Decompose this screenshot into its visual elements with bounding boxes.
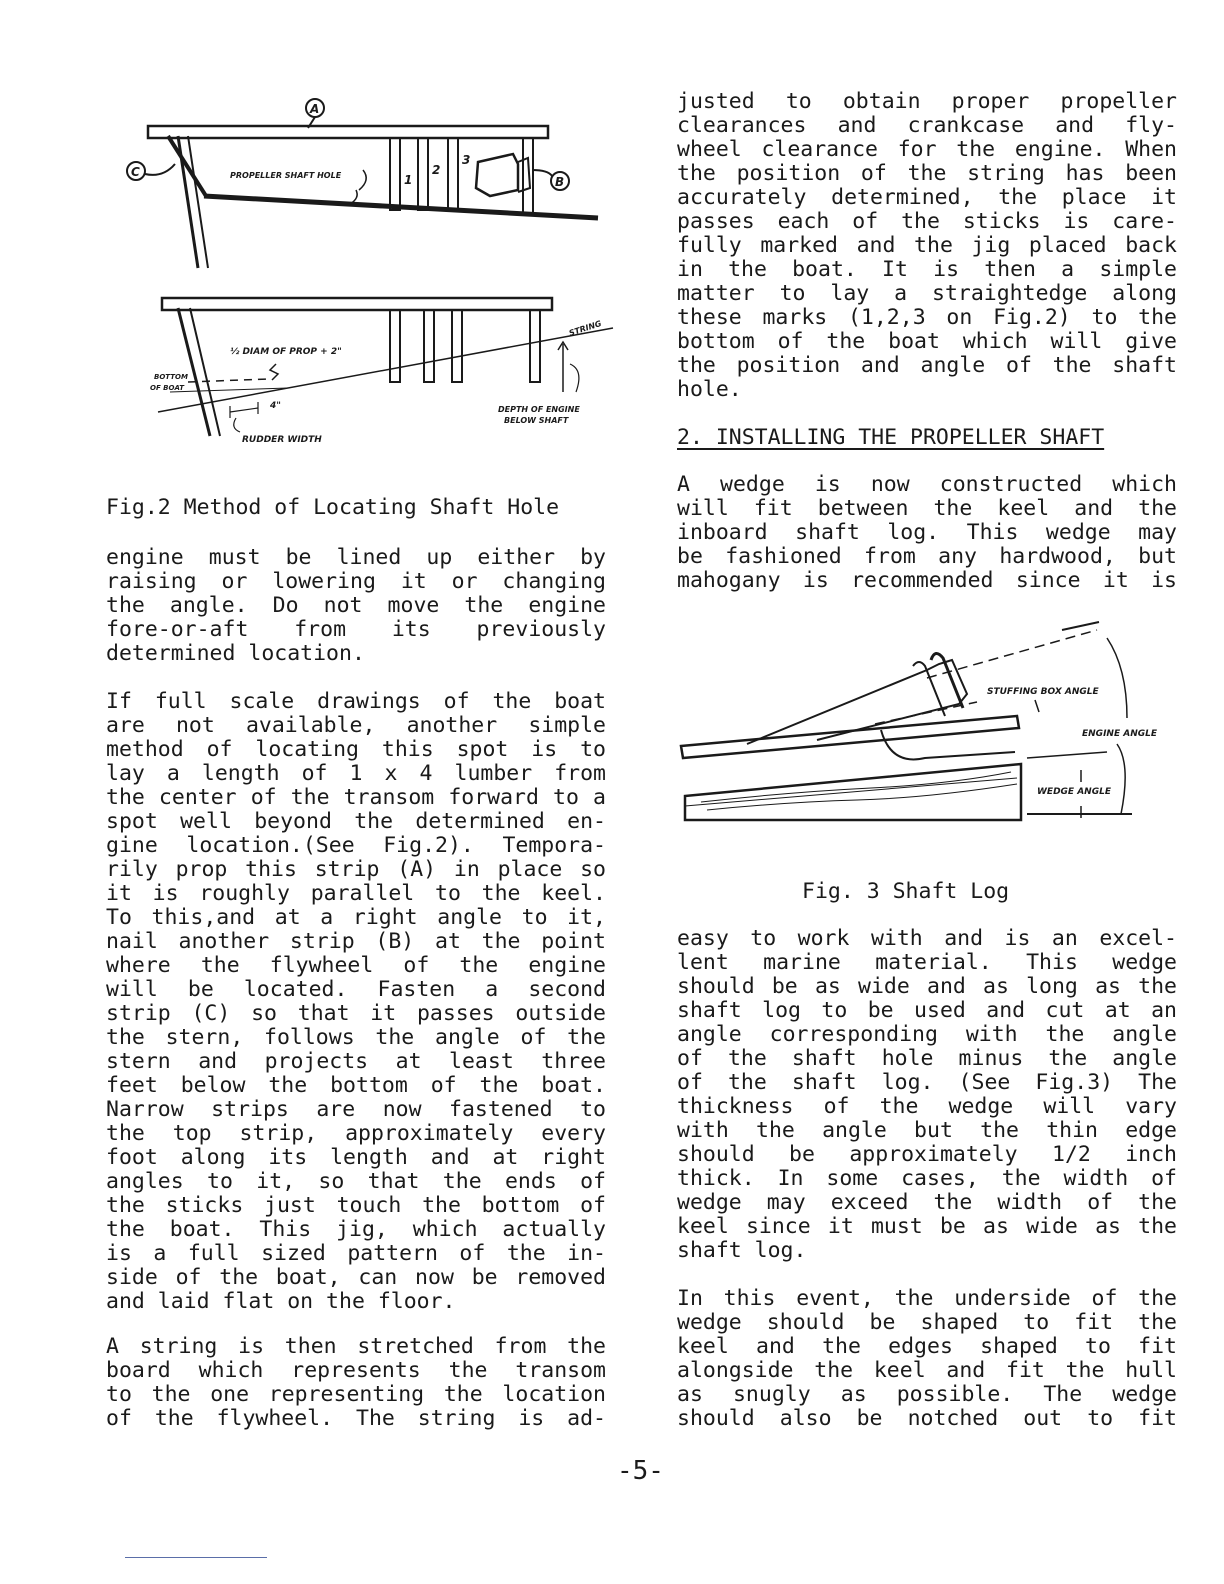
text-line: thick. In some cases, the width of bbox=[677, 1166, 1177, 1191]
text-line: lay a length of 1 x 4 lumber from bbox=[106, 761, 606, 786]
page-number: -5- bbox=[617, 1456, 664, 1486]
depth-label-2: BELOW SHAFT bbox=[504, 416, 569, 425]
text-line: the boat. This jig, which actually bbox=[106, 1217, 606, 1242]
text-line: angle corresponding with the angle bbox=[677, 1022, 1177, 1047]
stick-number-1: 1 bbox=[404, 173, 413, 187]
text-line: keel and the edges shaped to fit bbox=[677, 1334, 1177, 1359]
figure-2-caption: Fig.2 Method of Locating Shaft Hole bbox=[106, 495, 560, 520]
text-line: A string is then stretched from the bbox=[106, 1334, 606, 1359]
footnote-divider bbox=[125, 1557, 267, 1558]
text-line: of the flywheel. The string is ad- bbox=[106, 1406, 606, 1431]
bottom-of-boat-label-2: OF BOAT bbox=[150, 384, 184, 392]
text-line: be fashioned from any hardwood, but bbox=[677, 544, 1177, 569]
callout-b-label: B bbox=[555, 175, 565, 189]
text-line: mahogany is recommended since it is bbox=[677, 568, 1177, 593]
text-line: raising or lowering it or changing bbox=[106, 569, 606, 594]
text-line: rily prop this strip (A) in place so bbox=[106, 857, 606, 882]
text-line: inboard shaft log. This wedge may bbox=[677, 520, 1177, 545]
rudder-width-label: RUDDER WIDTH bbox=[242, 435, 322, 445]
text-line: alongside the keel and fit the hull bbox=[677, 1358, 1177, 1383]
text-line: easy to work with and is an excel- bbox=[677, 926, 1177, 951]
text-line: feet below the bottom of the boat. bbox=[106, 1073, 606, 1098]
text-line: clearances and crankcase and fly- bbox=[677, 113, 1177, 138]
text-line: to the one representing the location bbox=[106, 1382, 606, 1407]
text-line: should be as wide and as long as the bbox=[677, 974, 1177, 999]
propeller-shaft-hole-label: PROPELLER SHAFT HOLE bbox=[230, 171, 342, 180]
text-line: If full scale drawings of the boat bbox=[106, 689, 606, 714]
callout-c-label: C bbox=[131, 165, 140, 179]
depth-label-1: DEPTH OF ENGINE bbox=[498, 405, 580, 414]
text-line: foot along its length and at right bbox=[106, 1145, 606, 1170]
text-line: justed to obtain proper propeller bbox=[677, 89, 1177, 114]
text-line: it is roughly parallel to the keel. bbox=[106, 881, 606, 906]
right-paragraph-1 bbox=[677, 90, 1177, 402]
right-paragraph-4 bbox=[677, 1287, 1177, 1431]
half-diam-label: ½ DIAM OF PROP + 2" bbox=[230, 347, 342, 357]
text-line: In this event, the underside of the bbox=[677, 1286, 1177, 1311]
text-line: the position and angle of the shaft bbox=[677, 353, 1177, 378]
bottom-of-boat-label-1: BOTTOM bbox=[154, 373, 188, 381]
text-line: stern and projects at least three bbox=[106, 1049, 606, 1074]
callout-a-label: A bbox=[310, 102, 320, 116]
text-line: passes each of the sticks is care- bbox=[677, 209, 1177, 234]
text-line: the sticks just touch the bottom of bbox=[106, 1193, 606, 1218]
engine-angle-label: ENGINE ANGLE bbox=[1082, 729, 1157, 739]
text-line: and laid flat on the floor. bbox=[106, 1289, 456, 1314]
stick-number-2: 2 bbox=[432, 163, 441, 177]
text-line: as snugly as possible. The wedge bbox=[677, 1382, 1177, 1407]
text-line: with the angle but the thin edge bbox=[677, 1118, 1177, 1143]
text-line: shaft log to be used and cut at an bbox=[677, 998, 1177, 1023]
text-line: wedge may exceed the width of the bbox=[677, 1190, 1177, 1215]
section-heading: 2. INSTALLING THE PROPELLER SHAFT bbox=[677, 425, 1105, 450]
text-line: shaft log. bbox=[677, 1238, 807, 1263]
text-line: determined location. bbox=[106, 641, 365, 666]
figure-3-illustration bbox=[677, 620, 1177, 830]
right-paragraph-3 bbox=[677, 927, 1177, 1263]
text-line: should also be notched out to fit bbox=[677, 1406, 1177, 1431]
stuffing-box-angle-label: STUFFING BOX ANGLE bbox=[987, 687, 1099, 697]
text-line: is a full sized pattern of the in- bbox=[106, 1241, 606, 1266]
text-line: these marks (1,2,3 on Fig.2) to the bbox=[677, 305, 1177, 330]
text-line: Narrow strips are now fastened to bbox=[106, 1097, 606, 1122]
text-line: the stern, follows the angle of the bbox=[106, 1025, 606, 1050]
text-line: side of the boat, can now be removed bbox=[106, 1265, 606, 1290]
text-line: where the flywheel of the engine bbox=[106, 953, 606, 978]
text-line: accurately determined, the place it bbox=[677, 185, 1177, 210]
text-line: engine must be lined up either by bbox=[106, 545, 606, 570]
text-line: board which represents the transom bbox=[106, 1358, 606, 1383]
text-line: fully marked and the jig placed back bbox=[677, 233, 1177, 258]
figure-2-illustration bbox=[118, 92, 628, 462]
text-line: hole. bbox=[677, 377, 742, 402]
text-line: of the shaft log. (See Fig.3) The bbox=[677, 1070, 1177, 1095]
text-line: thickness of the wedge will vary bbox=[677, 1094, 1177, 1119]
text-line: will be located. Fasten a second bbox=[106, 977, 606, 1002]
text-line: To this,and at a right angle to it, bbox=[106, 905, 606, 930]
left-paragraph-3 bbox=[106, 1335, 606, 1431]
text-line: keel since it must be as wide as the bbox=[677, 1214, 1177, 1239]
text-line: method of locating this spot is to bbox=[106, 737, 606, 762]
left-paragraph-1 bbox=[106, 546, 606, 666]
text-line: the angle. Do not move the engine bbox=[106, 593, 606, 618]
text-line: should be approximately 1/2 inch bbox=[677, 1142, 1177, 1167]
text-line: matter to lay a straightedge along bbox=[677, 281, 1177, 306]
text-line: fore-or-aft from its previously bbox=[106, 617, 606, 642]
text-line: will fit between the keel and the bbox=[677, 496, 1177, 521]
text-line: wedge should be shaped to fit the bbox=[677, 1310, 1177, 1335]
text-line: of the shaft hole minus the angle bbox=[677, 1046, 1177, 1071]
text-line: A wedge is now constructed which bbox=[677, 472, 1177, 497]
text-line: spot well beyond the determined en- bbox=[106, 809, 606, 834]
left-paragraph-2 bbox=[106, 690, 606, 1314]
string-label: STRING bbox=[567, 318, 603, 338]
figure-3-caption: Fig. 3 Shaft Log bbox=[802, 879, 1010, 904]
text-line: lent marine material. This wedge bbox=[677, 950, 1177, 975]
text-line: angles to it, so that the ends of bbox=[106, 1169, 606, 1194]
text-line: the center of the transom forward to a bbox=[106, 785, 606, 810]
text-line: gine location.(See Fig.2). Tempora- bbox=[106, 833, 606, 858]
text-line: strip (C) so that it passes outside bbox=[106, 1001, 606, 1026]
text-line: bottom of the boat which will give bbox=[677, 329, 1177, 354]
text-line: the position of the string has been bbox=[677, 161, 1177, 186]
wedge-angle-label: WEDGE ANGLE bbox=[1037, 787, 1111, 797]
text-line: in the boat. It is then a simple bbox=[677, 257, 1177, 282]
right-paragraph-2 bbox=[677, 473, 1177, 593]
text-line: nail another strip (B) at the point bbox=[106, 929, 606, 954]
text-line: wheel clearance for the engine. When bbox=[677, 137, 1177, 162]
text-line: the top strip, approximately every bbox=[106, 1121, 606, 1146]
four-inch-label: 4" bbox=[270, 401, 281, 411]
stick-number-3: 3 bbox=[462, 153, 471, 167]
text-line: are not available, another simple bbox=[106, 713, 606, 738]
